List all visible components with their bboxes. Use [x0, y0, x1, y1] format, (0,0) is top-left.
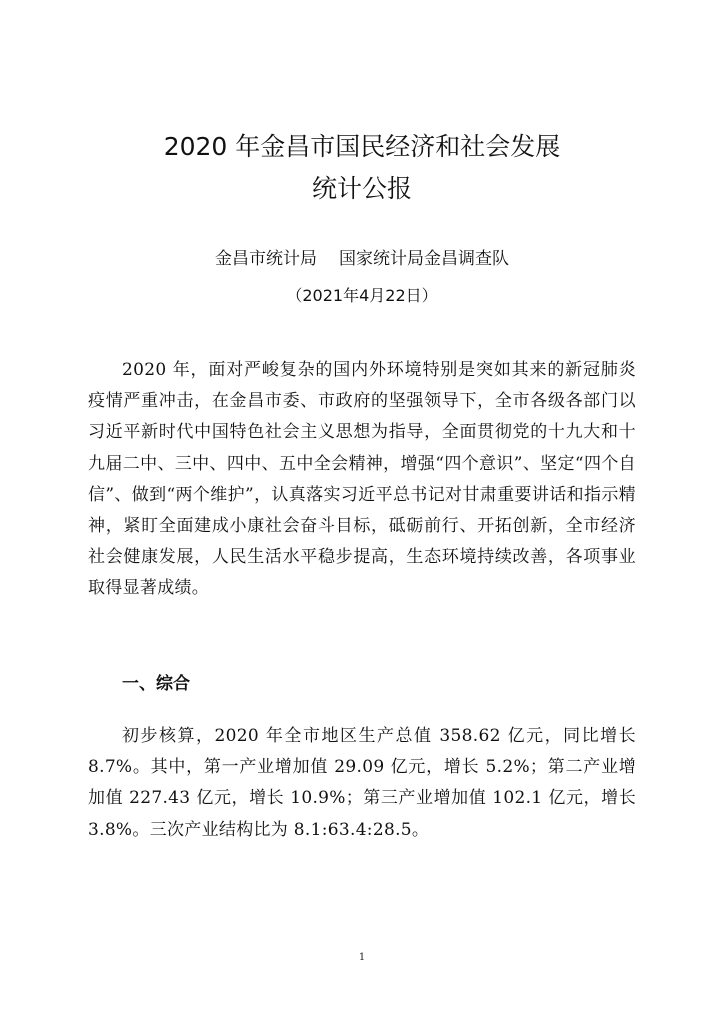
- issuing-organizations: [0, 247, 724, 271]
- document-title-line-1: 2020 年金昌市国民经济和社会发展: [163, 132, 561, 161]
- page-number: 1: [358, 952, 366, 963]
- issuing-organization-2: 国家统计局金昌调查队: [339, 249, 509, 269]
- intro-paragraph: 2020 年，面对严峻复杂的国内外环境特别是突如其来的新冠肺炎疫情严重冲击，在金昌市委、市政府的坚强领导下，全市各级各部门以习近平新时代中国特色社会主义思想为指导，全面贯彻党的十九大和十九届二中、三中、四中、五中全会精神，增强“四个意识”、坚定“四个自信”、做到“两个维护”，认真落实习近平总书记对甘肃重要讲话和指示精神，紧盯全面建成小康社会奋斗目标，砥砺前行、开拓创新，全市经济社会健康发展，人民生活水平稳步提高，生态环境持续改善，各项事业取得显著成绩。: [88, 360, 636, 599]
- issuing-organization-1: 金昌市统计局: [215, 249, 317, 269]
- document-title-line-2: 统计公报: [311, 174, 412, 203]
- publication-date: （2021年4月22日）: [286, 286, 438, 305]
- section-heading-overview: 一、综合: [122, 674, 190, 694]
- overview-paragraph: 初步核算，2020 年全市地区生产总值 358.62 亿元，同比增长 8.7%。其中，第一产业增加值 29.09 亿元，增长 5.2%；第二产业增加值 227.43 亿元，增长 10.9%；第三产业增加值 102.1 亿元，增长 3.8%。三次产业结构比为 8.1:63.4:28.5。: [88, 726, 636, 840]
